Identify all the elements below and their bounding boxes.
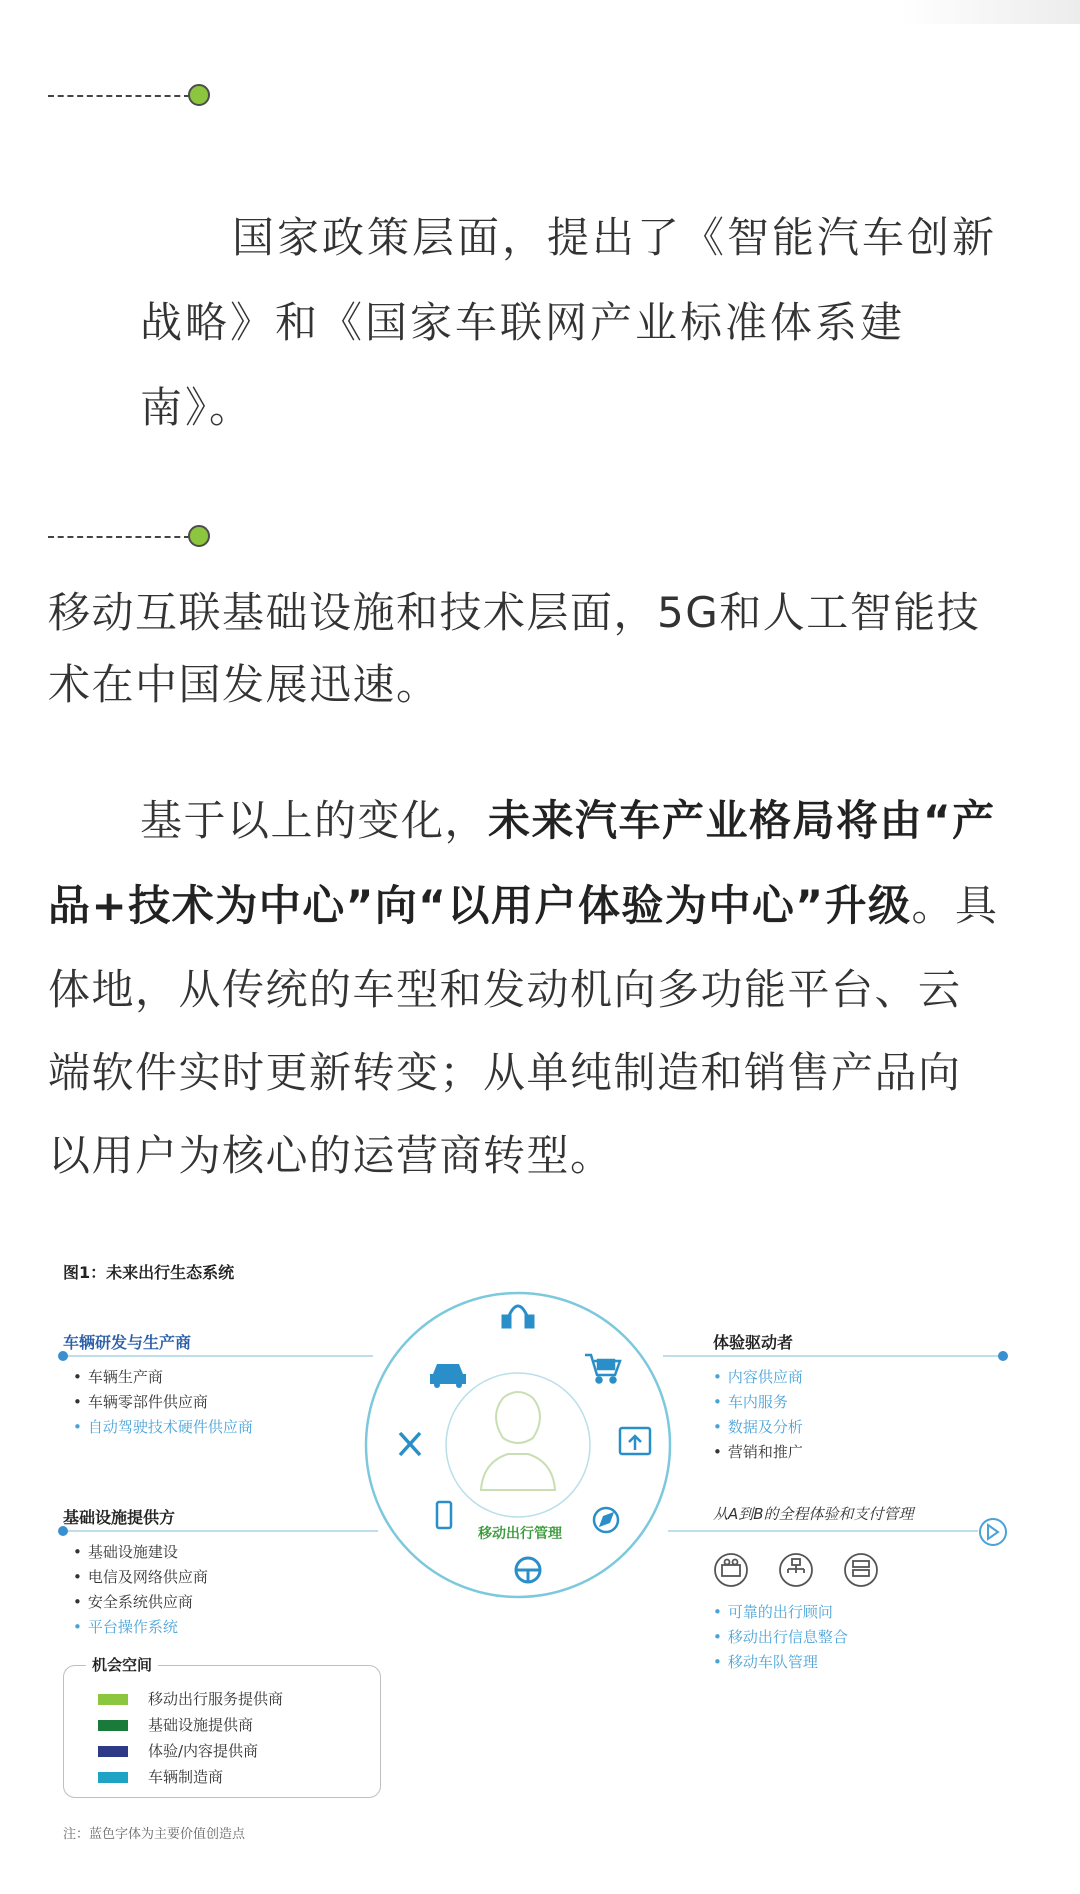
legend-swatch — [98, 1720, 128, 1731]
legend-title: 机会空间 — [86, 1654, 158, 1675]
list-item: • 移动车队管理 — [713, 1650, 848, 1675]
paragraph-1-line-2: 战略》和《国家车联网产业标准体系建 — [140, 298, 906, 347]
legend-item — [98, 1688, 283, 1709]
legend-label: 移动出行服务提供商 — [148, 1690, 284, 1708]
paragraph-3-emphasis: 品+技术为中心”向“以用户体验为中心”升级 — [48, 881, 912, 930]
connector-dot — [998, 1351, 1008, 1361]
paragraph-1-line-3: 南》。 — [140, 383, 255, 432]
top-corner-shade — [900, 0, 1080, 24]
right-mid-title: 从A到B的全程体验和支付管理 — [713, 1505, 914, 1523]
paragraph-3-text: 基于以上的变化， — [140, 796, 489, 845]
left-top-list — [73, 1365, 253, 1440]
list-item: • 车辆生产商 — [73, 1365, 253, 1390]
left-mid-title: 基础设施提供方 — [63, 1508, 176, 1527]
legend-swatch — [98, 1772, 128, 1783]
legend-label: 车辆制造商 — [148, 1768, 224, 1786]
figure-note: 注：蓝色字体为主要价值创造点 — [63, 1827, 246, 1842]
legend-item — [98, 1740, 258, 1761]
right-top-title: 体验驱动者 — [713, 1333, 794, 1352]
left-mid-list — [73, 1540, 208, 1640]
list-item: • 内容供应商 — [713, 1365, 803, 1390]
list-item: • 移动出行信息整合 — [713, 1625, 848, 1650]
paragraph-3-text: 。具 — [911, 881, 999, 930]
right-top-list — [713, 1365, 803, 1465]
paragraph-2-line-2: 术在中国发展迅速。 — [48, 660, 440, 709]
legend-box — [63, 1656, 381, 1798]
signpost-icon — [845, 1554, 877, 1586]
play-button-icon — [980, 1519, 1006, 1545]
right-mid-list — [713, 1600, 848, 1675]
center-label: 移动出行管理 — [478, 1526, 562, 1542]
list-item: • 电信及网络供应商 — [73, 1565, 208, 1590]
paragraph-3-line-5: 以用户为核心的运营商转型。 — [48, 1131, 614, 1180]
section-divider — [48, 522, 228, 552]
divider-dashes — [48, 536, 190, 538]
paragraph-3-emphasis: 未来汽车产业格局将由“产 — [488, 796, 996, 845]
paragraph-3-line-4: 端软件实时更新转变；从单纯制造和销售产品向 — [48, 1048, 962, 1097]
paragraph-3-line-2 — [48, 873, 999, 933]
group-icon — [715, 1554, 747, 1586]
green-dot-icon — [188, 525, 210, 547]
section-divider — [48, 81, 228, 111]
list-item: • 安全系统供应商 — [73, 1590, 208, 1615]
left-top-title: 车辆研发与生产商 — [63, 1333, 192, 1352]
paragraph-2-line-1: 移动互联基础设施和技术层面，5G和人工智能技 — [48, 588, 981, 637]
figure-title: 图1：未来出行生态系统 — [63, 1263, 235, 1282]
paragraph-1-line-1: 国家政策层面，提出了《智能汽车创新 — [232, 213, 998, 262]
ecosystem-infographic — [48, 1250, 1028, 1850]
paragraph-3-line-1 — [140, 788, 996, 848]
list-item: • 车内服务 — [713, 1390, 803, 1415]
legend-swatch — [98, 1694, 128, 1705]
legend-swatch — [98, 1746, 128, 1757]
list-item: • 营销和推广 — [713, 1440, 803, 1465]
legend-label: 基础设施提供商 — [148, 1716, 254, 1734]
list-item: • 自动驾驶技术硬件供应商 — [73, 1415, 253, 1440]
paragraph-3-line-3: 体地，从传统的车型和发动机向多功能平台、云 — [48, 965, 962, 1014]
legend-label: 体验/内容提供商 — [148, 1742, 259, 1760]
list-item: • 平台操作系统 — [73, 1615, 208, 1640]
list-item: • 可靠的出行顾问 — [713, 1600, 848, 1625]
legend-item — [98, 1714, 253, 1735]
list-item: • 数据及分析 — [713, 1415, 803, 1440]
divider-dashes — [48, 95, 190, 97]
legend-item — [98, 1766, 223, 1787]
list-item: • 车辆零部件供应商 — [73, 1390, 253, 1415]
inner-ring — [446, 1373, 590, 1517]
list-item: • 基础设施建设 — [73, 1540, 208, 1565]
hierarchy-icon — [780, 1554, 812, 1586]
green-dot-icon — [188, 84, 210, 106]
